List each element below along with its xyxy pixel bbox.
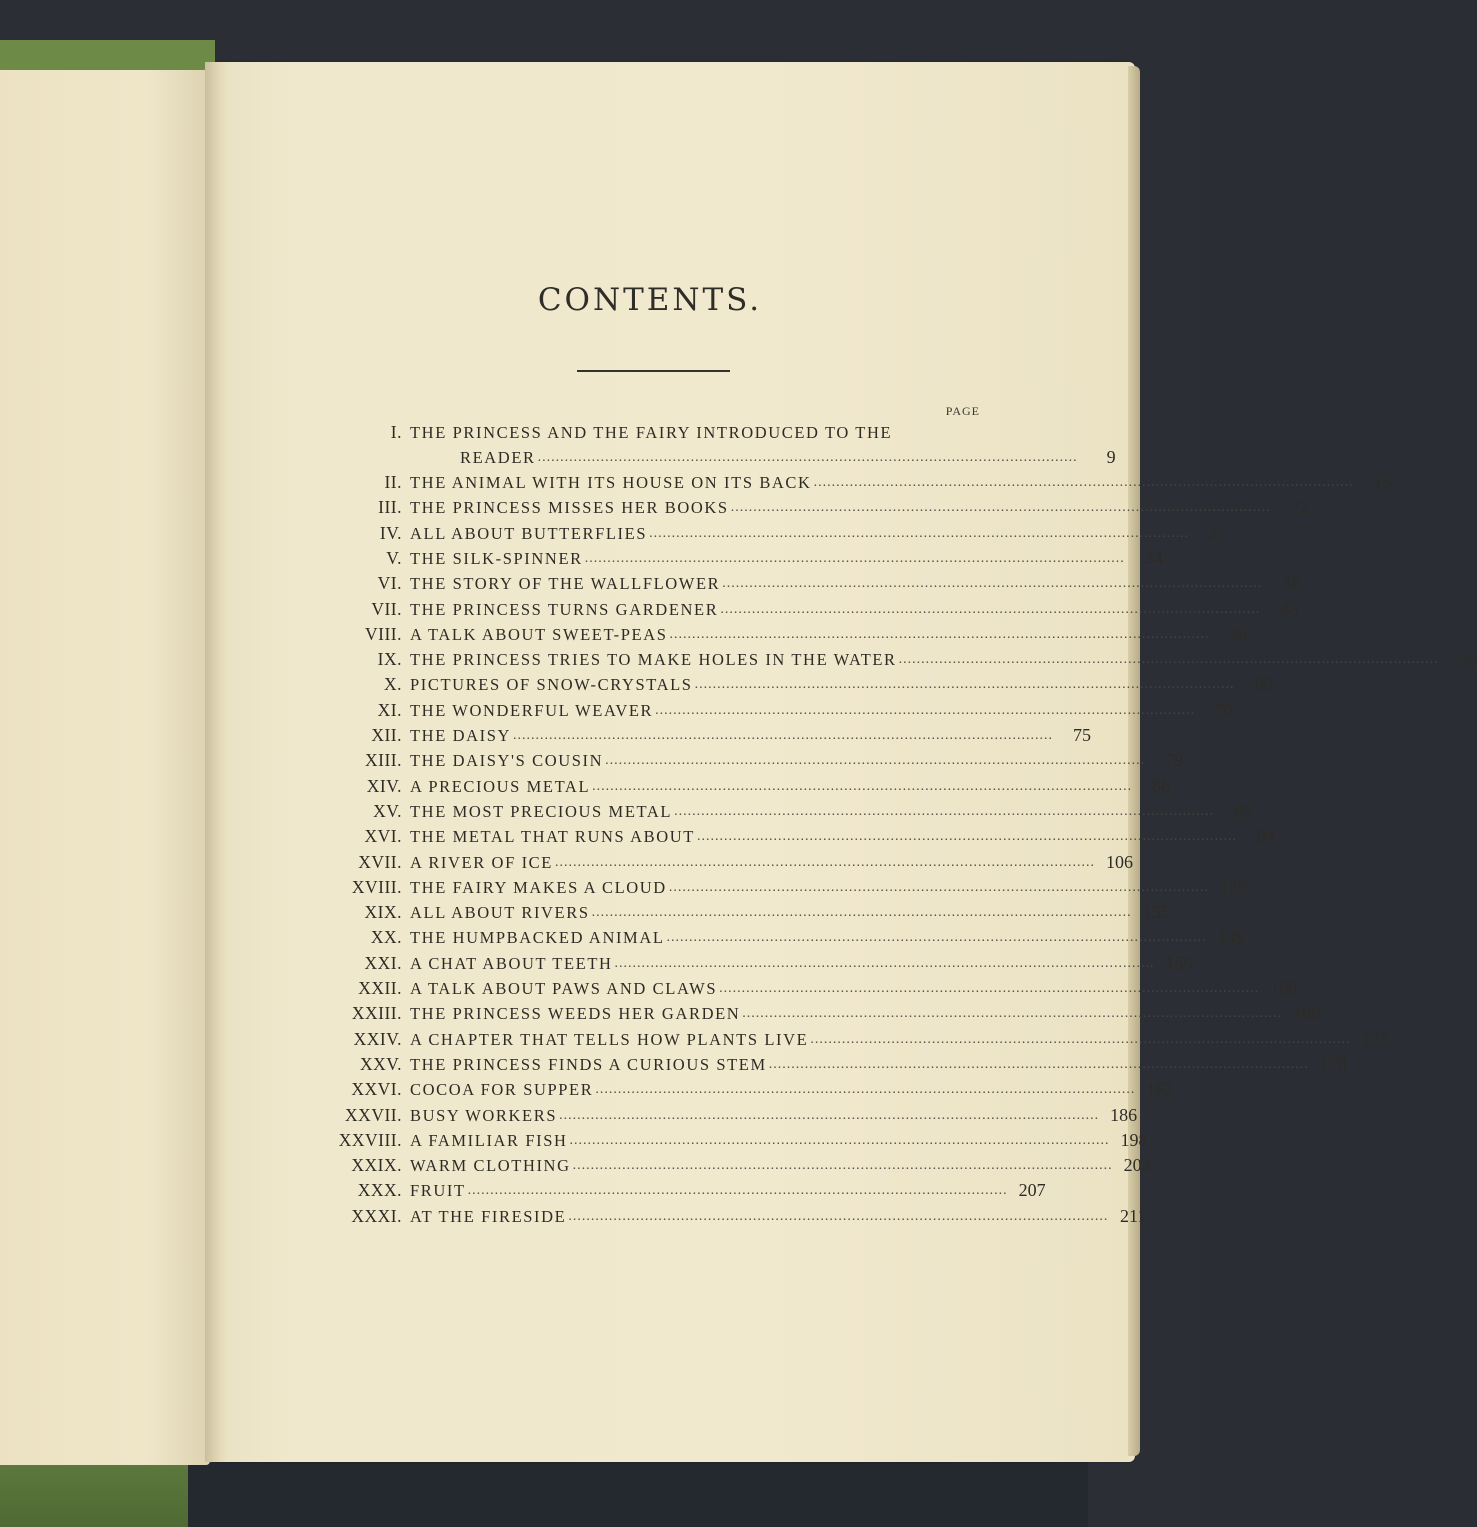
- chapter-page-number: 106: [1105, 851, 1133, 872]
- dot-leader: ........................................................................................................................: [719, 981, 1260, 996]
- chapter-page-number: 186: [1110, 1104, 1138, 1125]
- chapter-page-number: 178: [1319, 1053, 1347, 1074]
- dot-leader: ........................................................................................................................: [655, 702, 1196, 718]
- chapter-page-number: 168: [1293, 1003, 1321, 1024]
- toc-entry: [300, 546, 1163, 571]
- dot-leader: ........................................................................................................................: [669, 626, 1210, 642]
- chapter-page-number: 86: [1152, 775, 1171, 796]
- chapter-title: A TALK ABOUT PAWS AND CLAWS: [410, 979, 718, 998]
- chapter-title: THE PRINCESS WEEDS HER GARDEN: [410, 1004, 741, 1024]
- chapter-title: A CHAPTER THAT TELLS HOW PLANTS LIVE: [410, 1029, 809, 1049]
- dot-leader: ........................................................................................................................: [649, 525, 1190, 541]
- dot-leader: ........................................................................................................................: [537, 450, 1078, 465]
- dot-leader: ........................................................................................................................: [720, 601, 1261, 617]
- toc-entry: [300, 597, 1299, 622]
- chapter-title: THE PRINCESS TURNS GARDENER: [410, 599, 719, 619]
- chapter-title-line: [410, 723, 1092, 748]
- toc-entry: [300, 1204, 1147, 1229]
- chapter-title: THE FAIRY MAKES A CLOUD: [410, 877, 667, 897]
- toc-entry: [300, 1077, 1174, 1102]
- chapter-number: XXIX.: [351, 1155, 402, 1176]
- chapter-title: ALL ABOUT BUTTERFLIES: [410, 523, 648, 543]
- chapter-number: X.: [383, 674, 402, 695]
- dot-leader: ........................................................................................................................: [898, 652, 1439, 668]
- chapter-number: XXIV.: [353, 1028, 402, 1049]
- toc-entry: [300, 647, 1477, 672]
- chapter-number: XI.: [377, 699, 402, 720]
- chapter-title: THE STORY OF THE WALLFLOWER: [410, 574, 721, 594]
- chapter-page-number: 89: [1234, 800, 1253, 821]
- chapter-page-number: 46: [1229, 623, 1248, 644]
- chapter-page-number: 156: [1165, 952, 1193, 973]
- toc-entry: [300, 698, 1234, 723]
- chapter-page-number: 149: [1217, 927, 1245, 948]
- dot-leader: ........................................................................................................................: [591, 905, 1132, 921]
- chapter-page-number: 198: [1120, 1129, 1148, 1150]
- chapter-page-number: 70: [1215, 699, 1234, 720]
- toc-entry: [300, 900, 1170, 925]
- chapter-page-number: 56: [1458, 649, 1477, 670]
- toc-entry: [300, 723, 1092, 748]
- chapter-title-line: [410, 1001, 1321, 1026]
- chapter-title-line: [410, 1077, 1174, 1102]
- chapter-title: PICTURES OF SNOW-CRYSTALS: [410, 675, 693, 695]
- dot-leader: ........................................................................................................................: [559, 1107, 1100, 1123]
- chapter-title: WARM CLOTHING: [410, 1156, 571, 1176]
- dot-leader: ........................................................................................................................: [569, 1132, 1110, 1148]
- dot-leader: ........................................................................................................................: [467, 1183, 1008, 1199]
- dot-leader: ........................................................................................................................: [722, 576, 1263, 592]
- chapter-title-line: [410, 1027, 1389, 1052]
- chapter-title-line: [410, 1128, 1148, 1153]
- chapter-title: AT THE FIRESIDE: [410, 1206, 567, 1226]
- chapter-number: XVIII.: [351, 876, 402, 897]
- book-gutter: [205, 62, 229, 1462]
- chapter-number: XIII.: [365, 750, 402, 771]
- chapter-page-number: 120: [1219, 876, 1247, 897]
- toc-entry: [300, 1027, 1389, 1052]
- chapter-number: XV.: [373, 800, 402, 821]
- chapter-number: IV.: [379, 522, 402, 543]
- dot-leader: ........................................................................................................................: [730, 500, 1271, 516]
- chapter-title-line: [410, 875, 1247, 900]
- chapter-number: XIV.: [366, 775, 402, 796]
- chapter-number: XVI.: [364, 826, 402, 847]
- chapter-number: I.: [390, 422, 402, 442]
- chapter-number: VIII.: [365, 623, 402, 644]
- chapter-title: A TALK ABOUT SWEET-PEAS: [410, 624, 668, 644]
- chapter-title: THE HUMPBACKED ANIMAL: [410, 928, 665, 948]
- dot-leader: ........................................................................................................................: [584, 550, 1125, 566]
- chapter-title: THE METAL THAT RUNS ABOUT: [410, 827, 695, 847]
- chapter-title-line: [410, 1103, 1138, 1128]
- chapter-title-line: [410, 470, 1392, 495]
- title-rule-divider: [577, 370, 730, 372]
- toc-entry: [300, 622, 1248, 647]
- chapter-title-line: [410, 799, 1253, 824]
- chapter-page-number: 173: [1361, 1028, 1389, 1049]
- chapter-title-line: [460, 445, 1116, 470]
- chapter-number: IX.: [377, 649, 402, 670]
- chapter-title-line: [410, 495, 1309, 520]
- chapter-title: THE WONDERFUL WEAVER: [410, 700, 654, 720]
- chapter-title: THE ANIMAL WITH ITS HOUSE ON ITS BACK: [410, 473, 812, 492]
- chapter-page-number: 203: [1123, 1155, 1151, 1176]
- chapter-number: XXV.: [359, 1053, 402, 1074]
- toc-entry: [300, 1052, 1347, 1077]
- chapter-title-line: [410, 698, 1234, 723]
- chapter-title: THE MOST PRECIOUS METAL: [410, 801, 673, 821]
- chapter-title-line: [410, 748, 1184, 773]
- chapter-title: A FAMILIAR FISH: [410, 1130, 568, 1150]
- chapter-page-number: 27: [1209, 522, 1228, 543]
- toc-entry: [300, 672, 1273, 697]
- chapter-number: XXX.: [357, 1180, 402, 1201]
- chapter-title-line: [410, 774, 1171, 799]
- dot-leader: ........................................................................................................................: [666, 930, 1207, 946]
- chapter-page-number: 22: [1290, 497, 1309, 518]
- chapter-title-line: [410, 420, 980, 445]
- toc-entry: [300, 1128, 1148, 1153]
- toc-entry: [300, 420, 980, 445]
- chapter-number: III.: [378, 497, 402, 518]
- dot-leader: ........................................................................................................................: [614, 955, 1155, 971]
- dot-leader: ........................................................................................................................: [668, 879, 1209, 895]
- page-column-label: PAGE: [945, 404, 980, 418]
- chapter-title: ALL ABOUT RIVERS: [410, 903, 590, 923]
- toc-entry: [300, 951, 1193, 976]
- chapter-title-line: [410, 824, 1275, 849]
- chapter-number: XII.: [371, 725, 402, 745]
- chapter-number: XXXI.: [351, 1205, 402, 1226]
- chapter-page-number: 182: [1146, 1079, 1174, 1100]
- dot-leader: ........................................................................................................................: [605, 753, 1146, 769]
- chapter-title: THE DAISY'S COUSIN: [410, 751, 604, 771]
- toc-entry: [300, 571, 1301, 596]
- toc-entry: [300, 1103, 1138, 1128]
- toc-entry: [300, 976, 1298, 1001]
- chapter-title: COCOA FOR SUPPER: [410, 1080, 594, 1100]
- dot-leader: ........................................................................................................................: [694, 677, 1235, 693]
- chapter-title-line: [410, 1052, 1347, 1077]
- chapter-title: A PRECIOUS METAL: [410, 776, 591, 796]
- chapter-title-line: [410, 571, 1301, 596]
- chapter-title-line: [410, 1204, 1147, 1229]
- chapter-number: XXII.: [358, 978, 402, 998]
- chapter-title-line: [410, 521, 1228, 546]
- chapter-title: A CHAT ABOUT TEETH: [410, 953, 613, 973]
- chapter-title-line: [410, 951, 1193, 976]
- green-cloth-cover-bottom: [0, 1455, 215, 1527]
- chapter-title-line: [410, 925, 1245, 950]
- chapter-title-line: [410, 546, 1163, 571]
- dot-leader: ........................................................................................................................: [810, 1031, 1351, 1047]
- chapter-page-number: 43: [1280, 598, 1299, 619]
- toc-entry: [300, 1178, 1046, 1203]
- chapter-page-number: 66: [1254, 674, 1273, 695]
- chapter-page-number: 15: [1373, 472, 1392, 492]
- toc-entry: [300, 774, 1171, 799]
- chapter-title: THE SILK-SPINNER: [410, 548, 583, 568]
- dot-leader: ........................................................................................................................: [592, 778, 1133, 794]
- toc-entry: [300, 495, 1309, 520]
- chapter-title: THE DAISY: [410, 726, 512, 745]
- toc-entry: [300, 470, 1392, 495]
- dot-leader: ........................................................................................................................: [572, 1158, 1113, 1174]
- toc-entry: [300, 799, 1253, 824]
- chapter-title: READER: [460, 448, 536, 467]
- dot-leader: ........................................................................................................................: [554, 854, 1095, 870]
- chapter-title-line: [410, 1153, 1151, 1178]
- chapter-page-number: 34: [1144, 547, 1163, 568]
- chapter-title-line: [410, 672, 1273, 697]
- chapter-page-number: 135: [1142, 902, 1170, 923]
- chapter-title-line: [410, 597, 1299, 622]
- toc-entry: [300, 521, 1228, 546]
- chapter-number: XXI.: [364, 952, 402, 973]
- chapter-title-line: [410, 976, 1298, 1001]
- chapter-title: THE PRINCESS FINDS A CURIOUS STEM: [410, 1054, 767, 1074]
- chapter-title-line: [410, 1178, 1046, 1203]
- chapter-number: XX.: [370, 927, 402, 948]
- toc-entry-continuation: [300, 445, 1116, 470]
- chapter-number: XXVII.: [345, 1104, 402, 1125]
- chapter-number: VI.: [377, 573, 402, 594]
- chapter-title-line: [410, 850, 1133, 875]
- chapter-title-line: [410, 622, 1248, 647]
- dot-leader: ........................................................................................................................: [813, 475, 1354, 490]
- toc-entry: [300, 748, 1184, 773]
- chapter-number: XXVI.: [351, 1079, 402, 1100]
- toc-entry: [300, 824, 1275, 849]
- chapter-page-number: 211: [1119, 1205, 1147, 1226]
- dark-background-bottom: [188, 1458, 1088, 1527]
- chapter-page-number: 79: [1165, 750, 1184, 771]
- left-blank-page: [0, 70, 210, 1465]
- chapter-title: THE PRINCESS MISSES HER BOOKS: [410, 498, 729, 518]
- chapter-title: A RIVER OF ICE: [410, 852, 553, 872]
- dot-leader: ........................................................................................................................: [768, 1056, 1309, 1072]
- chapter-number: XXIII.: [351, 1003, 402, 1024]
- page-title: CONTENTS.: [537, 282, 763, 318]
- toc-entry: [300, 925, 1245, 950]
- chapter-title-line: [410, 647, 1477, 672]
- dot-leader: ........................................................................................................................: [674, 803, 1215, 819]
- chapter-page-number: 9: [1106, 447, 1116, 467]
- chapter-title: FRUIT: [410, 1181, 466, 1201]
- chapter-number: V.: [386, 547, 402, 568]
- dot-leader: ........................................................................................................................: [513, 728, 1054, 743]
- chapter-page-number: 75: [1073, 725, 1092, 745]
- toc-entry: [300, 875, 1247, 900]
- chapter-title: THE PRINCESS TRIES TO MAKE HOLES IN THE WATER: [410, 650, 897, 670]
- chapter-title: BUSY WORKERS: [410, 1105, 558, 1125]
- toc-entry: [300, 850, 1133, 875]
- dot-leader: ........................................................................................................................: [595, 1082, 1136, 1098]
- chapter-page-number: 160: [1270, 978, 1298, 998]
- chapter-page-number: 207: [1018, 1180, 1046, 1201]
- chapter-number: XIX.: [364, 902, 402, 923]
- chapter-number: XXVIII.: [338, 1129, 402, 1150]
- dot-leader: ........................................................................................................................: [696, 829, 1237, 845]
- chapter-number: VII.: [371, 598, 402, 619]
- chapter-number: XVII.: [358, 851, 402, 872]
- dot-leader: ........................................................................................................................: [742, 1006, 1283, 1022]
- toc-entry: [300, 1153, 1151, 1178]
- chapter-number: II.: [384, 472, 402, 492]
- dot-leader: ........................................................................................................................: [568, 1208, 1109, 1224]
- chapter-title-line: [410, 900, 1170, 925]
- toc-entry: [300, 1001, 1321, 1026]
- chapter-title: THE PRINCESS AND THE FAIRY INTRODUCED TO THE: [410, 423, 893, 442]
- chapter-page-number: 38: [1282, 573, 1301, 594]
- chapter-page-number: 94: [1256, 826, 1275, 847]
